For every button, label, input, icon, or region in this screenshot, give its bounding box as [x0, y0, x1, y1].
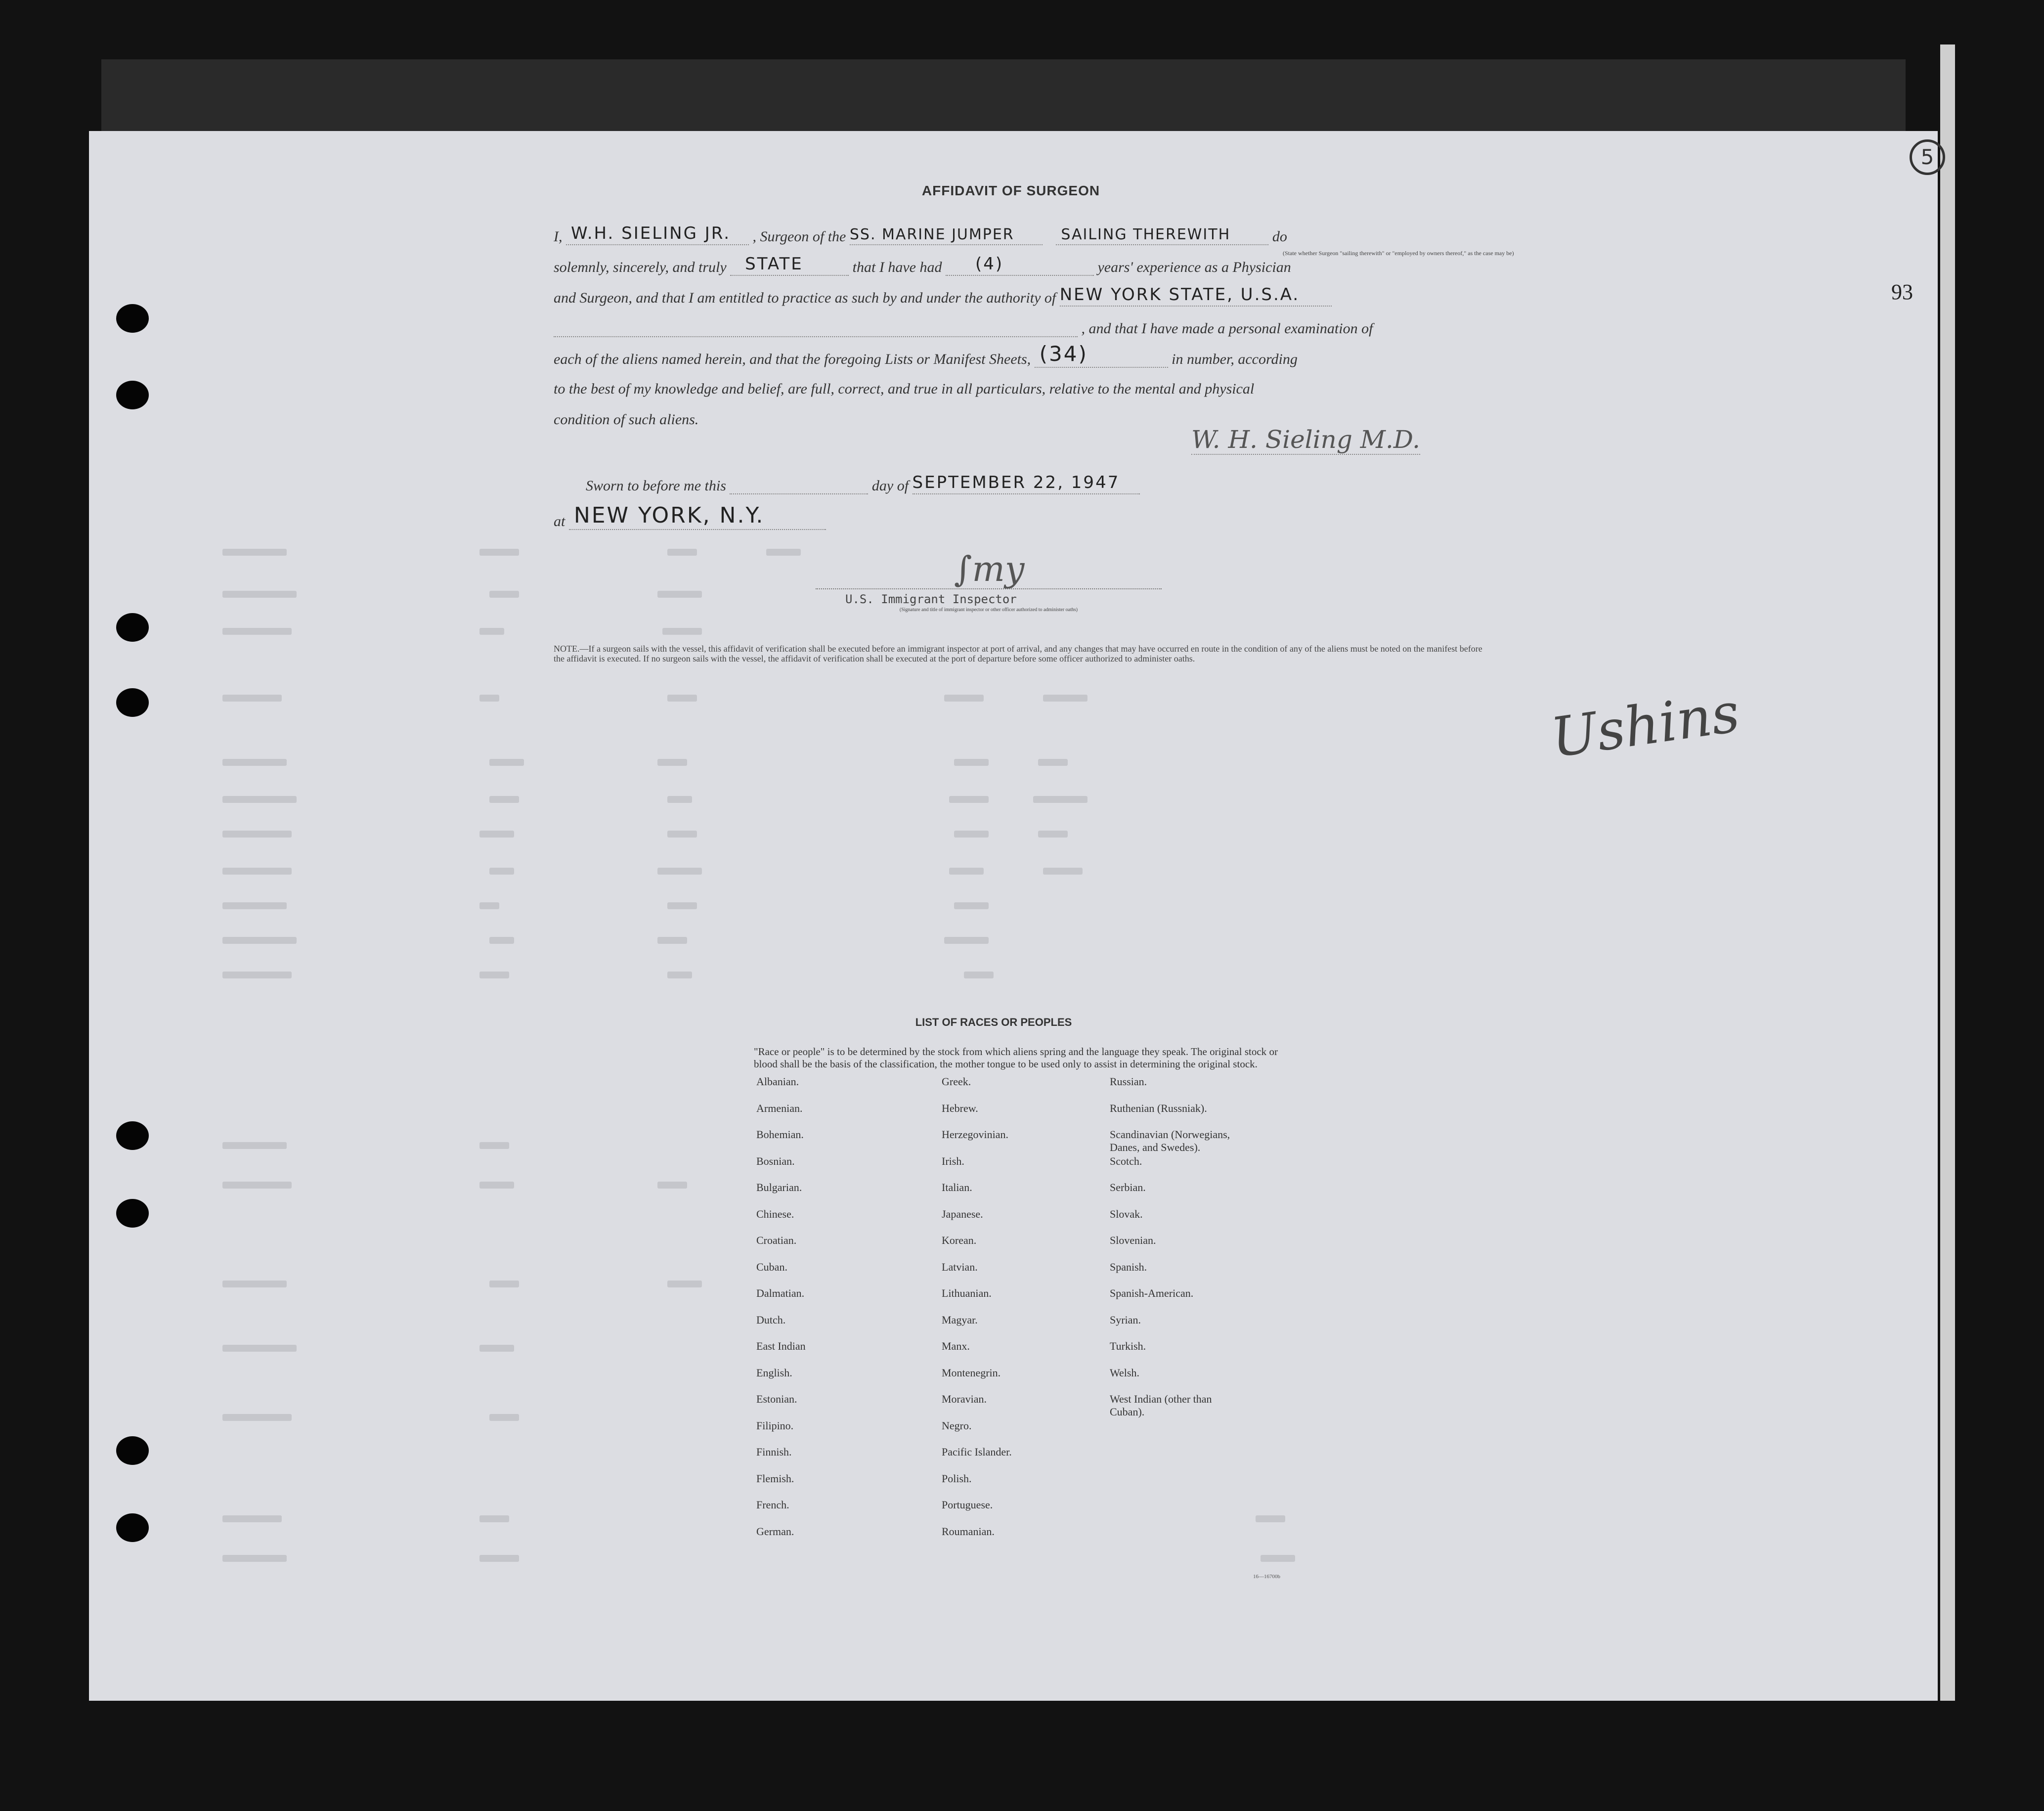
race-entry: East Indian [756, 1340, 806, 1352]
line1-mid: , Surgeon of the [752, 228, 846, 245]
sheets-blank [1035, 342, 1168, 368]
race-entry: Syrian. [1110, 1313, 1141, 1326]
race-entry: Bohemian. [756, 1128, 804, 1141]
race-entry: Russian. [1110, 1075, 1147, 1088]
race-entry: Roumanian. [942, 1525, 995, 1538]
margin-handwritten-note: Ushins [1547, 680, 1743, 770]
race-entry: Pacific Islander. [942, 1446, 1012, 1458]
race-entry: Italian. [942, 1181, 972, 1193]
authority-continuation-blank [554, 319, 1078, 337]
affidavit-of-surgeon [554, 183, 1514, 543]
officer-signature-line [816, 549, 1162, 589]
vessel-name: SS. MARINE JUMPER [849, 226, 1014, 243]
line1-end: do [1272, 228, 1287, 245]
binder-hole [116, 1121, 149, 1150]
affidavit-line-3 [554, 285, 1488, 319]
bleed-through-row [222, 937, 1755, 945]
race-entry: Dutch. [756, 1313, 786, 1326]
line3-prefix: and Surgeon, and that I am entitled to practice as such by and under the authority of [554, 290, 1056, 306]
race-entry: Manx. [942, 1340, 970, 1352]
vessel-blank [850, 227, 1043, 245]
line5-prefix: each of the aliens named herein, and that the foregoing Lists or Manifest Sheets, [554, 351, 1031, 367]
races-column-1 [756, 1075, 806, 1551]
authority-blank [1059, 285, 1332, 307]
declaration: STATE [745, 254, 803, 274]
race-entry: Cuban. [756, 1260, 787, 1273]
race-entry: Japanese. [942, 1207, 983, 1220]
race-entry: French. [756, 1499, 789, 1511]
races-column-2 [942, 1075, 1012, 1551]
affidavit-note: NOTE.—If a surgeon sails with the vessel, this affidavit of verification shall be executed before an immigrant inspector at port of arrival, and any changes that may have occurred en route in the condition of any of the aliens must be noted on the manifest before the affidavit is executed. If no surgeon sails with the vessel, the affidavit of verification shall be executed at the port of departure before some officer authorized to administer oaths. [554, 644, 1482, 663]
affidavit-line-2 [554, 250, 1514, 289]
race-entry: Spanish. [1110, 1260, 1147, 1273]
race-entry: Lithuanian. [942, 1287, 992, 1299]
race-entry: Croatian. [756, 1234, 797, 1246]
races-intro: "Race or people" is to be determined by the stock from which aliens spring and the language they speak. The original stock or blood shall be the basis of the classification, the mother tongue to be used only to assist in determining the original stock. [754, 1046, 1278, 1070]
form-code: 16—16700b [1253, 1574, 1280, 1580]
officer-caption: (Signature and title of immigrant inspector or other officer authorized to administer oaths) [899, 607, 1078, 613]
scan-page-edge [1940, 44, 1955, 1701]
race-entry: Welsh. [1110, 1366, 1139, 1379]
race-entry: Flemish. [756, 1472, 794, 1485]
races-title: LIST OF RACES OR PEOPLES [915, 1016, 1072, 1028]
authority: NEW YORK STATE, U.S.A. [1059, 285, 1300, 305]
capacity-blank [1056, 227, 1268, 245]
binder-hole [116, 1199, 149, 1228]
race-entry: German. [756, 1525, 794, 1538]
race-entry: Irish. [942, 1154, 964, 1167]
race-entry: Herzegovinian. [942, 1128, 1008, 1141]
bleed-through-row [222, 902, 1755, 910]
bleed-through-row [222, 796, 1755, 804]
affidavit-line-6: to the best of my knowledge and belief, are full, correct, and true in all particulars, relative to the mental and physical [554, 381, 1255, 397]
bleed-through-row [222, 972, 1755, 979]
officer-signature-block [816, 549, 1162, 613]
race-entry: Finnish. [756, 1446, 792, 1458]
race-entry: Slovak. [1110, 1207, 1143, 1220]
races-column-3 [1110, 1075, 1230, 1419]
surgeon-name: W.H. SIELING JR. [571, 223, 731, 243]
place-blank [569, 503, 826, 530]
scan-top-band [101, 59, 1906, 141]
races-columns [754, 1075, 1278, 1550]
race-entry: Scotch. [1110, 1154, 1142, 1167]
surgeon-signature: W. H. Sieling M.D. [1191, 425, 1421, 454]
race-entry: Serbian. [1110, 1181, 1146, 1193]
race-entry: Filipino. [756, 1419, 794, 1432]
officer-stamp: U.S. Immigrant Inspector [845, 592, 1017, 606]
sworn-date: SEPTEMBER 22, 1947 [912, 473, 1120, 492]
line2-end: years' experience as a Physician [1097, 259, 1291, 275]
race-entry: Polish. [942, 1472, 972, 1485]
bleed-through-row [222, 831, 1755, 839]
capacity-note: (State whether Surgeon "sailing therewith" or "employed by owners thereof," as the case may be) [1283, 250, 1514, 257]
race-entry: Bosnian. [756, 1154, 795, 1167]
race-entry: Hebrew. [942, 1102, 978, 1114]
line2-prefix: solemnly, sincerely, and truly [554, 259, 727, 275]
bleed-through-row [222, 628, 1755, 636]
bleed-through-row [222, 868, 1755, 876]
race-entry: Albanian. [756, 1075, 799, 1088]
race-entry: Slovenian. [1110, 1234, 1156, 1246]
race-entry: West Indian (other than Cuban). [1110, 1393, 1212, 1418]
race-entry: Bulgarian. [756, 1181, 802, 1193]
years: (4) [975, 254, 1004, 274]
race-entry: Estonian. [756, 1393, 797, 1405]
line2-mid: that I have had [852, 259, 942, 275]
race-entry: Montenegrin. [942, 1366, 1001, 1379]
race-entry: English. [756, 1366, 792, 1379]
binder-hole [116, 613, 149, 642]
race-entry: Greek. [942, 1075, 971, 1088]
races-list [754, 1016, 1278, 1550]
sworn-date-blank [912, 473, 1140, 494]
bleed-through-row [222, 759, 1755, 767]
capacity: SAILING THEREWITH [1061, 226, 1231, 243]
line5-end: in number, according [1172, 351, 1298, 367]
bleed-through-row [222, 1555, 1755, 1563]
race-entry: Spanish-American. [1110, 1287, 1194, 1299]
line4-end: , and that I have made a personal examination of [1081, 320, 1373, 337]
race-entry: Dalmatian. [756, 1287, 805, 1299]
affidavit-line-5 [554, 342, 1488, 381]
race-entry: Turkish. [1110, 1340, 1146, 1352]
race-entry: Moravian. [942, 1393, 987, 1405]
at-prefix: at [554, 513, 565, 530]
binder-hole [116, 381, 149, 409]
race-entry: Portuguese. [942, 1499, 993, 1511]
race-entry: Scandinavian (Norwegians, Danes, and Swedes). [1110, 1128, 1230, 1153]
binder-hole [116, 304, 149, 333]
surgeon-name-blank [566, 223, 749, 245]
bleed-through-row [222, 695, 1755, 703]
race-entry: Latvian. [942, 1260, 978, 1273]
affidavit-line-4 [554, 319, 1488, 350]
page-number: 93 [1891, 280, 1913, 304]
race-entry: Armenian. [756, 1102, 803, 1114]
race-entry: Magyar. [942, 1313, 978, 1326]
sworn-mid: day of [871, 478, 909, 494]
sworn-prefix: Sworn to before me this [586, 478, 726, 494]
sheet-count: (34) [1039, 342, 1088, 366]
affidavit-title: AFFIDAVIT OF SURGEON [921, 183, 1100, 198]
affidavit-line-7: condition of such aliens. [554, 411, 699, 428]
binder-hole [116, 688, 149, 717]
place-line [554, 503, 1488, 543]
race-entry: Chinese. [756, 1207, 794, 1220]
corner-circled-number: 5 [1910, 139, 1945, 175]
place: NEW YORK, N.Y. [573, 503, 765, 528]
line1-prefix: I, [554, 228, 563, 245]
race-entry: Ruthenian (Russniak). [1110, 1102, 1207, 1114]
declaration-blank [730, 254, 849, 276]
years-blank [946, 254, 1094, 276]
race-entry: Korean. [942, 1234, 977, 1246]
binder-hole [116, 1513, 149, 1542]
binder-hole [116, 1436, 149, 1465]
sworn-day-blank [730, 477, 868, 494]
race-entry: Negro. [942, 1419, 972, 1432]
officer-signature-scrawl: ∫my [954, 549, 1025, 589]
